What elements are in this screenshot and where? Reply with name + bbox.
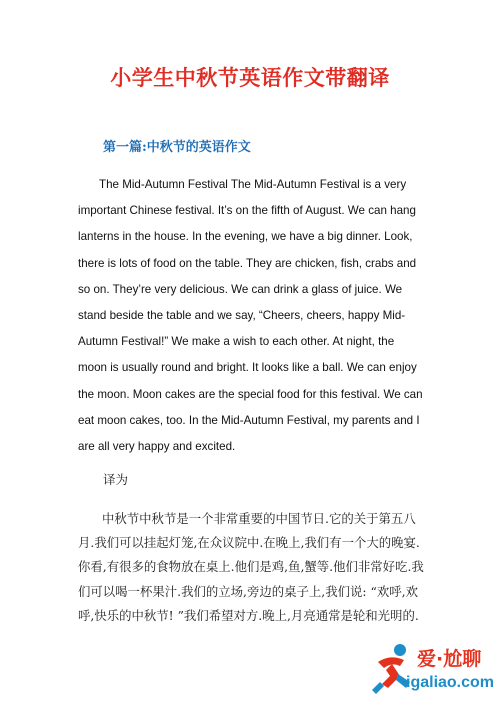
- english-line: are all very happy and excited.: [78, 440, 236, 454]
- watermark-url-text: igaliao.com: [406, 674, 495, 691]
- english-line: important Chinese festival. It’s on the fifth of August. We can hang: [78, 204, 416, 218]
- chinese-line: 呼,快乐的中秋节! ”我们希望对方.晚上,月亮通常是轮和光明的.: [78, 607, 419, 623]
- english-essay: [78, 172, 434, 460]
- chinese-line: 月.我们可以挂起灯笼,在众议院中.在晚上,我们有一个大的晚宴.: [78, 535, 420, 551]
- chinese-line: 中秋节中秋节是一个非常重要的中国节日.它的关于第五八: [102, 511, 416, 526]
- chinese-translation: [78, 507, 438, 628]
- chinese-line: 你看,有很多的食物放在桌上.他们是鸡,鱼,蟹等.他们非常好吃.我: [78, 559, 424, 575]
- english-line: there is lots of food on the table. They are chicken, fish, crabs and: [78, 256, 417, 270]
- english-line: stand beside the table and we say, “Cheers, cheers, happy Mid-: [78, 309, 406, 323]
- section-heading: 第一篇:中秋节的英语作文: [103, 140, 251, 155]
- english-line: lanterns in the house. In the evening, we have a big dinner. Look,: [78, 230, 413, 244]
- watermark-brand-text: 爱·尬聊: [417, 648, 482, 670]
- watermark-logo: [370, 640, 494, 700]
- english-line: Autumn Festival!” We make a wish to each other. At night, the: [78, 335, 395, 349]
- english-line: the moon. Moon cakes are the special food for this festival. We can: [78, 387, 423, 401]
- document-title: 小学生中秋节英语作文带翻译: [110, 66, 390, 90]
- english-line: moon is usually round and bright. It looks like a ball. We can enjoy: [78, 361, 417, 375]
- english-line: eat moon cakes, too. In the Mid-Autumn Festival, my parents and I: [78, 413, 420, 427]
- english-line: The Mid-Autumn Festival The Mid-Autumn Festival is a very: [99, 178, 407, 191]
- english-line: so on. They’re very delicious. We can drink a glass of juice. We: [78, 282, 403, 296]
- chinese-line: 们可以喝一杯果汁.我们的立场,旁边的桌子上,我们说: “欢呼,欢: [78, 583, 418, 599]
- translation-label: 译为: [103, 472, 129, 487]
